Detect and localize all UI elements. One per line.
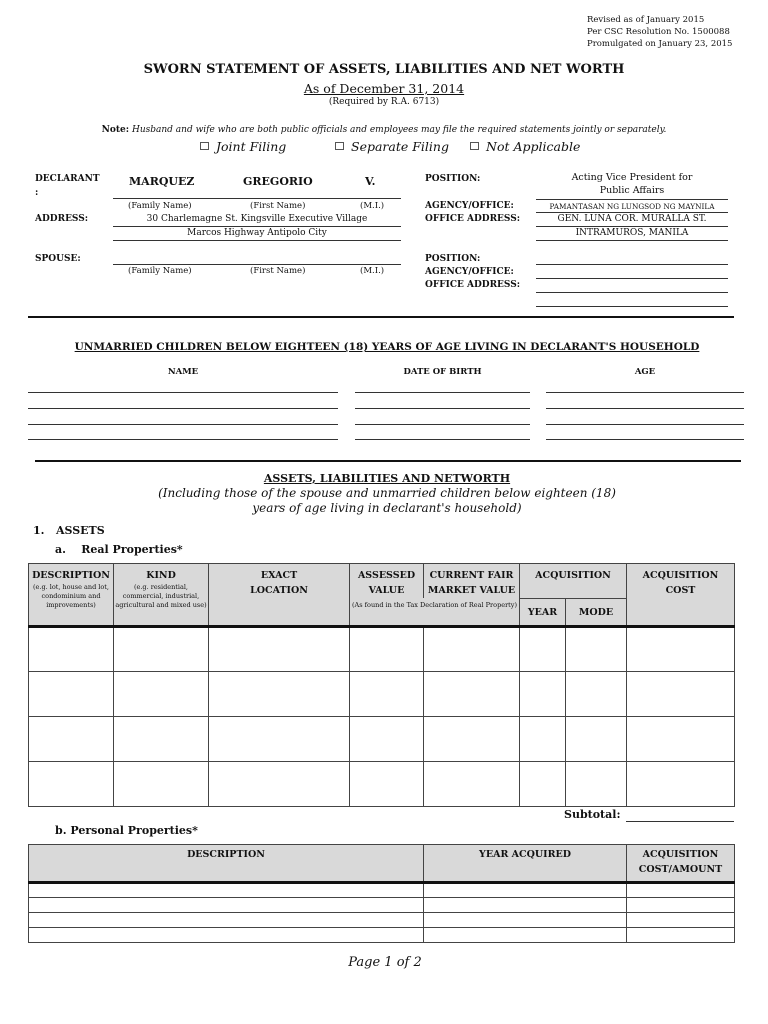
table-row <box>29 883 735 898</box>
declarant-mi-label: (M.I.) <box>360 201 385 211</box>
cell[interactable] <box>627 913 735 928</box>
spouse-mi-label: (M.I.) <box>360 266 385 276</box>
col-acquisition: ACQUISITION <box>520 564 627 599</box>
separate-filing-label: Separate Filing <box>351 139 449 154</box>
cell[interactable] <box>520 626 566 671</box>
cell[interactable] <box>350 626 424 671</box>
cell[interactable] <box>424 913 627 928</box>
cell[interactable] <box>29 716 114 761</box>
position-underline <box>536 199 728 200</box>
child-name-line <box>28 408 338 409</box>
separate-filing-checkbox[interactable] <box>335 142 344 150</box>
cell[interactable] <box>424 671 520 716</box>
note <box>0 125 768 135</box>
col-pp-acquisition-cost: ACQUISITION COST/AMOUNT <box>627 845 735 883</box>
not-applicable-checkbox[interactable] <box>470 142 479 150</box>
cell[interactable] <box>424 761 520 806</box>
position-line-1: Acting Vice President for <box>571 172 693 183</box>
spouse-office-label: OFFICE ADDRESS: <box>425 280 521 290</box>
cell[interactable] <box>424 898 627 913</box>
children-col-name: NAME <box>167 367 199 377</box>
revised-date: Revised as of January 2015 <box>587 15 705 25</box>
col-kind-sub: (e.g. residential, commercial, industrial, agricultural and mixed use) <box>115 583 207 609</box>
cell[interactable] <box>350 716 424 761</box>
spouse-position-line <box>536 264 728 265</box>
separate-filing-option[interactable] <box>335 139 449 154</box>
joint-filing-option[interactable] <box>200 139 286 154</box>
children-col-dob: DATE OF BIRTH <box>403 367 482 377</box>
joint-filing-label: Joint Filing <box>216 139 287 154</box>
address-line-2: Marcos Highway Antipolo City <box>187 228 327 238</box>
address-underline-2 <box>113 240 401 241</box>
spouse-office-line-1 <box>536 292 728 293</box>
spouse-office-line-2 <box>536 306 728 307</box>
cell[interactable] <box>424 883 627 898</box>
spouse-family-label: (Family Name) <box>128 266 192 276</box>
cell[interactable] <box>520 761 566 806</box>
col-acquisition-cost: ACQUISITION COST <box>627 564 735 627</box>
note-label: Note: <box>101 125 130 135</box>
child-dob-line <box>355 424 530 425</box>
cell[interactable] <box>520 716 566 761</box>
child-age-line <box>546 424 744 425</box>
col-pp-year-acquired: YEAR ACQUIRED <box>424 845 627 883</box>
table-row <box>29 716 735 761</box>
table-row <box>29 928 735 943</box>
address-underline-1 <box>113 226 401 227</box>
agency-value: PAMANTASAN NG LUNGSOD NG MAYNILA <box>549 202 715 211</box>
col-assessed-value: ASSESSED VALUE <box>350 564 424 599</box>
section-divider <box>28 316 734 318</box>
cell[interactable] <box>350 761 424 806</box>
child-dob-line <box>355 439 530 440</box>
real-properties-table <box>28 563 735 807</box>
office-address-line-2: INTRAMUROS, MANILA <box>575 228 689 238</box>
page-number: Page 1 of 2 <box>348 955 422 970</box>
child-name-line <box>28 439 338 440</box>
spouse-agency-line <box>536 278 728 279</box>
as-of-date: As of December 31, 2014 <box>303 81 465 96</box>
table-row <box>29 898 735 913</box>
aln-subtitle-2: years of age living in declarant's household) <box>252 501 522 515</box>
declarant-colon: : <box>35 188 39 198</box>
cell[interactable] <box>29 913 424 928</box>
cell[interactable] <box>627 716 735 761</box>
aln-title: ASSETS, LIABILITIES AND NETWORTH <box>263 472 511 485</box>
cell[interactable] <box>29 626 114 671</box>
col-kind: KIND (e.g. residential, commercial, industrial, agricultural and mixed use) <box>114 564 209 627</box>
col-exact-location: EXACT LOCATION <box>209 564 350 627</box>
table-row <box>29 671 735 716</box>
col-description: DESCRIPTION (e.g. lot, house and lot, condominium and improvements) <box>29 564 114 627</box>
table-row <box>29 626 735 671</box>
cell[interactable] <box>114 761 209 806</box>
spouse-first-label: (First Name) <box>250 266 306 276</box>
children-col-age: AGE <box>634 367 656 377</box>
spouse-position-label: POSITION: <box>425 254 481 264</box>
cell[interactable] <box>627 928 735 943</box>
col-year: YEAR <box>520 598 566 626</box>
csc-resolution: Per CSC Resolution No. 1500088 <box>587 27 730 37</box>
cell[interactable] <box>627 898 735 913</box>
declarant-name-line <box>113 198 401 199</box>
declarant-first-label: (First Name) <box>250 201 306 211</box>
agency-label: AGENCY/OFFICE: <box>425 201 514 211</box>
not-applicable-label: Not Applicable <box>486 139 581 154</box>
child-dob-line <box>355 392 530 393</box>
joint-filing-checkbox[interactable] <box>200 142 209 150</box>
office-underline-2 <box>536 240 728 241</box>
personal-properties-label: b. Personal Properties* <box>55 824 198 837</box>
spouse-label: SPOUSE: <box>35 254 81 264</box>
cell[interactable] <box>29 761 114 806</box>
table-row <box>29 913 735 928</box>
declarant-first-name: GREGORIO <box>243 175 313 188</box>
office-underline-1 <box>536 226 728 227</box>
child-dob-line <box>355 408 530 409</box>
col-description-sub: (e.g. lot, house and lot, condominium and improvements) <box>33 583 109 609</box>
children-title: UNMARRIED CHILDREN BELOW EIGHTEEN (18) YEARS OF AGE LIVING IN DECLARANT'S HOUSEHOLD <box>74 341 700 353</box>
document-title: SWORN STATEMENT OF ASSETS, LIABILITIES AND NET WORTH <box>143 62 625 77</box>
subtotal-label: Subtotal: <box>564 808 621 821</box>
cell[interactable] <box>114 671 209 716</box>
personal-properties-table <box>28 844 735 943</box>
col-pp-description: DESCRIPTION <box>29 845 424 883</box>
cell[interactable] <box>424 928 627 943</box>
col-mode: MODE <box>566 598 627 626</box>
office-address-label: OFFICE ADDRESS: <box>425 214 521 224</box>
real-properties-label: a. Real Properties* <box>55 543 183 556</box>
spouse-agency-label: AGENCY/OFFICE: <box>425 267 514 277</box>
cell[interactable] <box>627 626 735 671</box>
section-divider-2 <box>35 460 741 462</box>
cell[interactable] <box>29 898 424 913</box>
cell[interactable] <box>566 671 627 716</box>
declarant-family-label: (Family Name) <box>128 201 192 211</box>
cell[interactable] <box>520 671 566 716</box>
cell[interactable] <box>209 626 350 671</box>
subtotal-line[interactable] <box>626 821 734 822</box>
aln-subtitle-1: (Including those of the spouse and unmarried children below eighteen (18) <box>158 486 616 500</box>
child-name-line <box>28 424 338 425</box>
cell[interactable] <box>424 626 520 671</box>
cell[interactable] <box>627 761 735 806</box>
col-fmv-note: (As found in the Tax Declaration of Real Property) <box>350 598 520 626</box>
required-by: (Required by R.A. 6713) <box>328 97 440 107</box>
not-applicable-option[interactable] <box>470 139 580 154</box>
position-label: POSITION: <box>425 174 481 184</box>
cell[interactable] <box>350 671 424 716</box>
child-name-line <box>28 392 338 393</box>
cell[interactable] <box>627 883 735 898</box>
cell[interactable] <box>566 761 627 806</box>
declarant-mi: V. <box>365 175 376 188</box>
child-age-line <box>546 408 744 409</box>
cell[interactable] <box>114 626 209 671</box>
promulgated-date: Promulgated on January 23, 2015 <box>587 39 733 49</box>
office-address-line-1: GEN. LUNA COR. MURALLA ST. <box>557 214 707 224</box>
cell[interactable] <box>627 671 735 716</box>
address-line-1: 30 Charlemagne St. Kingsville Executive Village <box>146 214 368 224</box>
cell[interactable] <box>29 671 114 716</box>
cell[interactable] <box>209 716 350 761</box>
cell[interactable] <box>424 716 520 761</box>
cell[interactable] <box>209 671 350 716</box>
col-current-fair-market-value: CURRENT FAIR MARKET VALUE <box>424 564 520 599</box>
cell[interactable] <box>114 716 209 761</box>
note-text: Husband and wife who are both public officials and employees may file the required statements jointly or separately. <box>131 125 667 135</box>
child-age-line <box>546 439 744 440</box>
cell[interactable] <box>29 883 424 898</box>
child-age-line <box>546 392 744 393</box>
declarant-label: DECLARANT <box>35 174 100 184</box>
cell[interactable] <box>29 928 424 943</box>
position-line-2: Public Affairs <box>599 185 665 196</box>
declarant-family-name: MARQUEZ <box>129 175 195 188</box>
agency-underline <box>536 212 728 213</box>
revision-info <box>587 14 732 50</box>
cell[interactable] <box>209 761 350 806</box>
table-row <box>29 761 735 806</box>
spouse-name-line <box>113 264 401 265</box>
address-label: ADDRESS: <box>35 214 89 224</box>
cell[interactable] <box>566 626 627 671</box>
cell[interactable] <box>566 716 627 761</box>
assets-heading: 1. ASSETS <box>33 524 105 537</box>
